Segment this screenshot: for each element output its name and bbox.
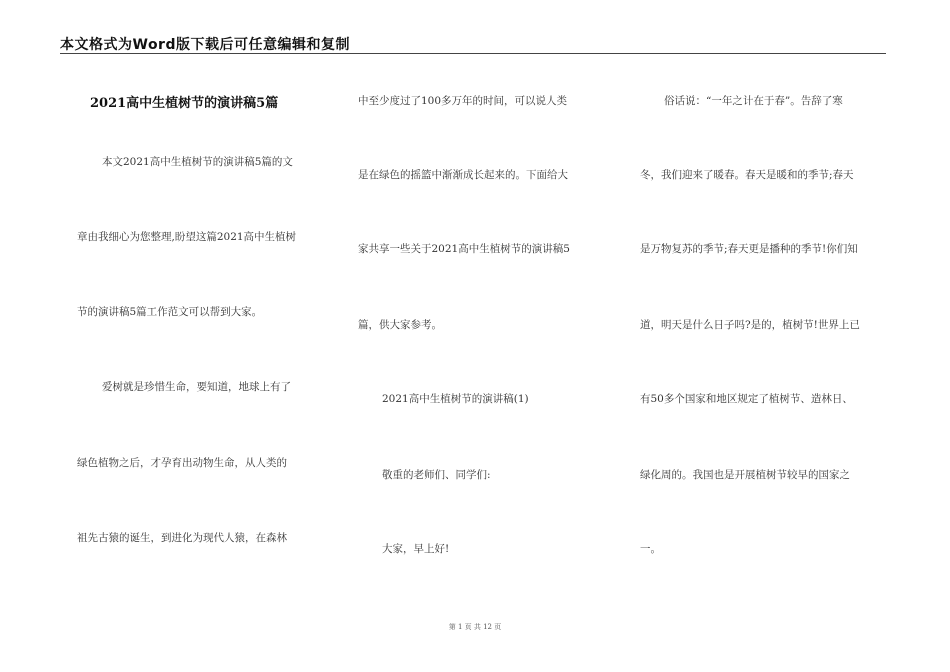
col3-line: 是万物复苏的季节;春天更是播种的季节!你们知 — [640, 243, 858, 255]
col2-line: 篇，供大家参考。 — [358, 319, 442, 331]
col3-line: 一。 — [640, 543, 661, 555]
header-divider — [60, 53, 886, 54]
col2-line: 2021高中生植树节的演讲稿(1) — [382, 393, 529, 405]
col2-line: 是在绿色的摇篮中渐渐成长起来的。下面给大 — [358, 169, 568, 181]
col1-line: 本文2021高中生植树节的演讲稿5篇的文 — [102, 156, 293, 168]
col1-line: 节的演讲稿5篇工作范文可以帮到大家。 — [77, 306, 263, 318]
col3-line: 绿化周的。我国也是开展植树节较早的国家之 — [640, 469, 850, 481]
col1-line: 爱树就是珍惜生命，要知道，地球上有了 — [102, 381, 291, 393]
page-number: 第 1 页 共 12 页 — [448, 623, 502, 631]
document-title: 2021高中生植树节的演讲稿5篇 — [90, 96, 279, 111]
col3-line: 冬，我们迎来了暖春。春天是暖和的季节;春天 — [640, 169, 854, 181]
col1-line: 祖先古猿的诞生，到进化为现代人猿，在森林 — [77, 532, 287, 544]
col3-line: 有50多个国家和地区规定了植树节、造林日、 — [640, 393, 853, 405]
col1-line: 绿色植物之后，才孕育出动物生命，从人类的 — [77, 457, 287, 469]
col3-line: 俗话说：“一年之计在于春”。告辞了寒 — [664, 95, 843, 107]
col1-line: 章由我细心为您整理,盼望这篇2021高中生植树 — [77, 231, 297, 243]
col2-line: 中至少度过了100多万年的时间，可以说人类 — [358, 95, 568, 107]
col3-line: 道，明天是什么日子吗?是的，植树节!世界上已 — [640, 319, 860, 331]
col2-line: 大家，早上好! — [382, 543, 450, 555]
col2-line: 家共享一些关于2021高中生植树节的演讲稿5 — [358, 243, 570, 255]
document-banner: 本文格式为Word版下载后可任意编辑和复制 — [60, 37, 350, 53]
col2-line: 敬重的老师们、同学们: — [382, 469, 491, 481]
